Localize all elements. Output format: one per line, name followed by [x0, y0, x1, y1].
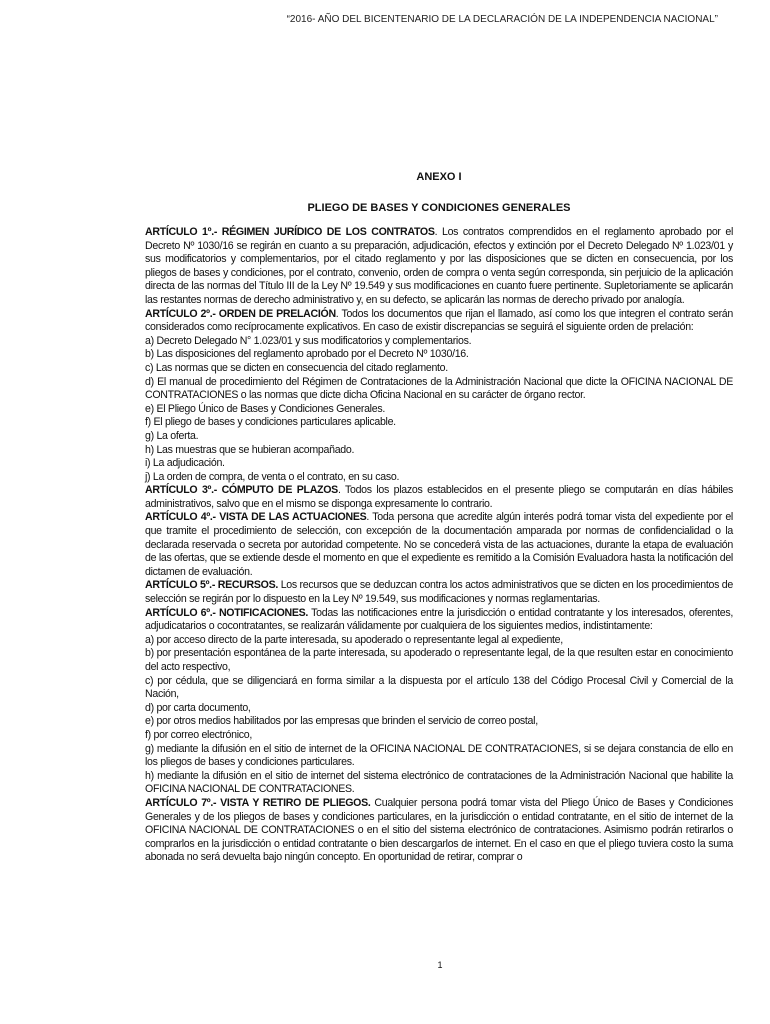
article-6-item: e) por otros medios habilitados por las empresas que brinden el servicio de correo postal,: [145, 715, 538, 728]
article-2-item: c) Las normas que se dicten en consecuencia del citado reglamento.: [145, 361, 448, 374]
article-6-item: g) mediante la difusión en el sitio de internet de la OFICINA NACIONAL DE CONTRATACIONES, si se dejara constancia de ello en los pliegos de bases y condiciones particulares.: [145, 742, 733, 769]
article-3-text: . Todos los plazos establecidos en el presente pliego se computarán en días hábiles administrativos, salvo que en el mismo se disponga expresamente lo contrario.: [145, 484, 733, 510]
article-6-item: c) por cédula, que se diligenciará en forma similar a la dispuesta por el artículo 138 del Código Procesal Civil y Comercial de la Nación,: [145, 674, 733, 701]
article-6-item: h) mediante la difusión en el sitio de internet del sistema electrónico de contrataciones de la Administración Nacional que habilite la OFICINA NACIONAL DE CONTRATACIONES.: [145, 769, 733, 796]
document-titles: [145, 171, 733, 214]
article-2-text: . Todos los documentos que rijan el llamado, así como los que integren el contrato serán considerados como recíprocamente explicativos. En caso de existir discrepancias se seguirá el siguiente orden de prelación:: [145, 307, 733, 334]
article-2-item: f) El pliego de bases y condiciones particulares aplicable.: [145, 416, 396, 429]
article-7-text: Cualquier persona podrá tomar vista del Pliego Único de Bases y Condiciones Generales y de los pliegos de bases y condiciones particulares, en la jurisdicción o entidad contratante, en el sitio de internet de la OFICINA NACIONAL DE CONTRATACIONES o en el sitio del sistema electrónico de contrataciones. Asimismo podrán retirarlos o comprarlos en la jurisdicción o entidad contratante o bien descargarlos de internet. En el caso en que el pliego tuviera costo la suma abonada no será devuelta bajo ningún concepto. En oportunidad de retirar, comprar o: [145, 796, 733, 864]
page-header-motto: “2016- AÑO DEL BICENTENARIO DE LA DECLARACIÓN DE LA INDEPENDENCIA NACIONAL”: [286, 14, 718, 25]
article-2-item: d) El manual de procedimiento del Régimen de Contrataciones de la Administración Nacional que dicte la OFICINA NACIONAL DE CONTRATACIONES o las normas que dicte dicha Oficina Nacional en su carácter de órgano rector.: [145, 375, 733, 402]
article-2-item: e) El Pliego Único de Bases y Condiciones Generales.: [145, 402, 385, 415]
annex-title: ANEXO I: [416, 171, 462, 183]
article-6-heading: ARTÍCULO 6º.- NOTIFICACIONES.: [145, 606, 309, 619]
article-6-item: b) por presentación espontánea de la parte interesada, su apoderado o representante legal, de la que resulten estar en conocimiento del acto respectivo,: [145, 647, 733, 673]
article-5: [145, 579, 733, 606]
article-3: [145, 484, 733, 511]
article-2-item: h) Las muestras que se hubieran acompañado.: [145, 443, 355, 456]
article-2-item: g) La oferta.: [145, 429, 199, 442]
article-2: [145, 308, 733, 335]
article-6-item: f) por correo electrónico,: [145, 728, 253, 741]
article-5-heading: ARTÍCULO 5º.- RECURSOS.: [145, 579, 279, 592]
article-6-item: a) por acceso directo de la parte interesada, su apoderado o representante legal al expediente,: [145, 633, 563, 646]
article-6-text: Todas las notificaciones entre la jurisdicción o entidad contratante y los interesados, oferentes, adjudicatarios o cocontratantes, se realizarán válidamente por cualquiera de los siguientes medios, indistintamente:: [145, 606, 733, 633]
page-number: 1: [437, 960, 443, 970]
article-7: [145, 797, 733, 865]
article-2-item: a) Decreto Delegado N° 1.023/01 y sus modificatorios y complementarios.: [145, 334, 472, 347]
article-2-item: b) Las disposiciones del reglamento aprobado por el Decreto Nº 1030/16.: [145, 348, 469, 361]
article-3-heading: ARTÍCULO 3º.- CÓMPUTO DE PLAZOS: [145, 484, 338, 497]
article-2-heading: ARTÍCULO 2º.- ORDEN DE PRELACIÓN: [145, 307, 336, 320]
document-body: [145, 226, 733, 865]
article-6: [145, 607, 733, 634]
article-7-heading: ARTÍCULO 7º.- VISTA Y RETIRO DE PLIEGOS.: [145, 796, 371, 809]
article-4-text: . Toda persona que acredite algún interés podrá tomar vista del expediente por el que tramite el procedimiento de selección, con excepción de la documentación amparada por normas de confidencialidad o la declarada reservada o secreta por autoridad competente. No se concederá vista de las actuaciones, durante la etapa de evaluación de las ofertas, que se extiende desde el momento en que el expediente es remitido a la Comisión Evaluadora hasta la notificación del dictamen de evaluación.: [145, 511, 733, 578]
article-1-heading: ARTÍCULO 1º.- RÉGIMEN JURÍDICO DE LOS CONTRATOS: [145, 226, 435, 238]
article-1-text: . Los contratos comprendidos en el reglamento aprobado por el Decreto Nº 1030/16 se regirán en cuanto a su preparación, adjudicación, efectos y extinción por el Decreto Delegado Nº 1.023/01 y sus modificatorios y complementarios, por el citado reglamento y por las disposiciones que se dicten en consecuencia, por los pliegos de bases y condiciones, por el contrato, convenio, orden de compra o venta según corresponda, sin perjuicio de la aplicación directa de las normas del Título III de la Ley Nº 19.549 y sus modificaciones en cuanto fuere pertinente. Supletoriamente se aplicarán las restantes normas de derecho administrativo y, en su defecto, se aplicarán las normas de derecho privado por analogía.: [145, 226, 734, 306]
article-4: [145, 511, 733, 579]
article-4-heading: ARTÍCULO 4º.- VISTA DE LAS ACTUACIONES: [145, 511, 367, 524]
pliego-title: PLIEGO DE BASES Y CONDICIONES GENERALES: [307, 202, 571, 214]
article-5-text: Los recursos que se deduzcan contra los actos administrativos que se dicten en los procedimientos de selección se regirán por lo dispuesto en la Ley Nº 19.549, sus modificaciones y normas reglamentarias.: [145, 579, 733, 606]
article-6-item: d) por carta documento,: [145, 701, 251, 714]
article-2-item: j) La orden de compra, de venta o el contrato, en su caso.: [145, 470, 400, 483]
article-2-item: i) La adjudicación.: [145, 457, 225, 470]
article-1: [145, 226, 733, 308]
